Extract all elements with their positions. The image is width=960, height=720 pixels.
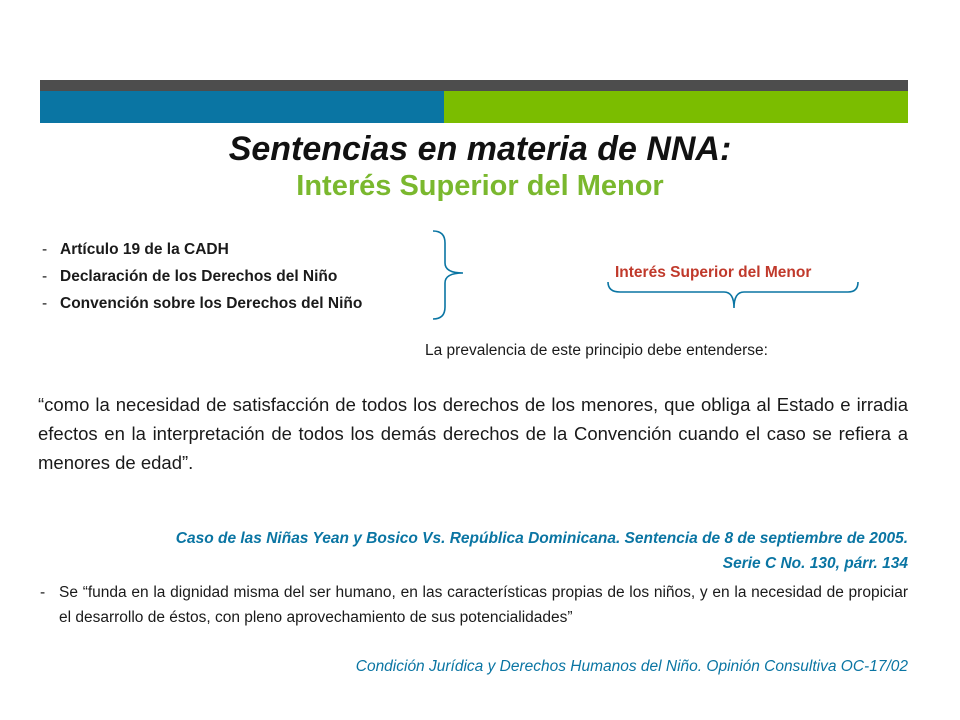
header-bar-dark bbox=[40, 80, 908, 91]
list-item-label: Declaración de los Derechos del Niño bbox=[60, 268, 338, 285]
right-bracket bbox=[425, 225, 475, 325]
dignity-bullet: - Se “funda en la dignidad misma del ser humano, en las características propias de los niños, y en la necesidad de propiciar el desarrollo de éstos, con pleno aprovechamiento de sus potencialidades” bbox=[40, 580, 908, 630]
list-item-label: Convención sobre los Derechos del Niño bbox=[60, 295, 363, 312]
list-item: - Artículo 19 de la CADH bbox=[42, 241, 229, 258]
list-item: - Convención sobre los Derechos del Niño bbox=[42, 295, 363, 312]
bracket-label: Interés Superior del Menor bbox=[615, 264, 812, 281]
citation-yean-bosico bbox=[40, 526, 908, 576]
slide-title: Sentencias en materia de NNA: bbox=[228, 130, 732, 168]
prevalence-text: La prevalencia de este principio debe entenderse: bbox=[425, 342, 768, 359]
header-bar-green bbox=[444, 91, 908, 123]
list-item-label: Artículo 19 de la CADH bbox=[60, 241, 229, 258]
citation-line: Serie C No. 130, párr. 134 bbox=[722, 555, 908, 572]
slide-subtitle: Interés Superior del Menor bbox=[296, 170, 664, 202]
citation-line: Caso de las Niñas Yean y Bosico Vs. República Dominicana. Sentencia de 8 de septiembre de 2005. bbox=[175, 530, 908, 547]
quote-text: “como la necesidad de satisfacción de todos los derechos de los menores, que obliga al Estado e irradia efectos en la interpretación de todos los demás derechos de la Convención cuando el caso se refiera a menores de edad”. bbox=[38, 394, 908, 473]
list-item: - Declaración de los Derechos del Niño bbox=[42, 268, 338, 285]
header-bar-blue bbox=[40, 91, 444, 123]
citation-oc-17: Condición Jurídica y Derechos Humanos del Niño. Opinión Consultiva OC-17/02 bbox=[355, 658, 908, 675]
dignity-bullet-text: Se “funda en la dignidad misma del ser humano, en las características propias de los niños, y en la necesidad de propiciar el desarrollo de éstos, con pleno aprovechamiento de sus potencialidades” bbox=[59, 584, 908, 626]
instruments-list bbox=[42, 236, 362, 317]
under-brace bbox=[600, 278, 865, 314]
